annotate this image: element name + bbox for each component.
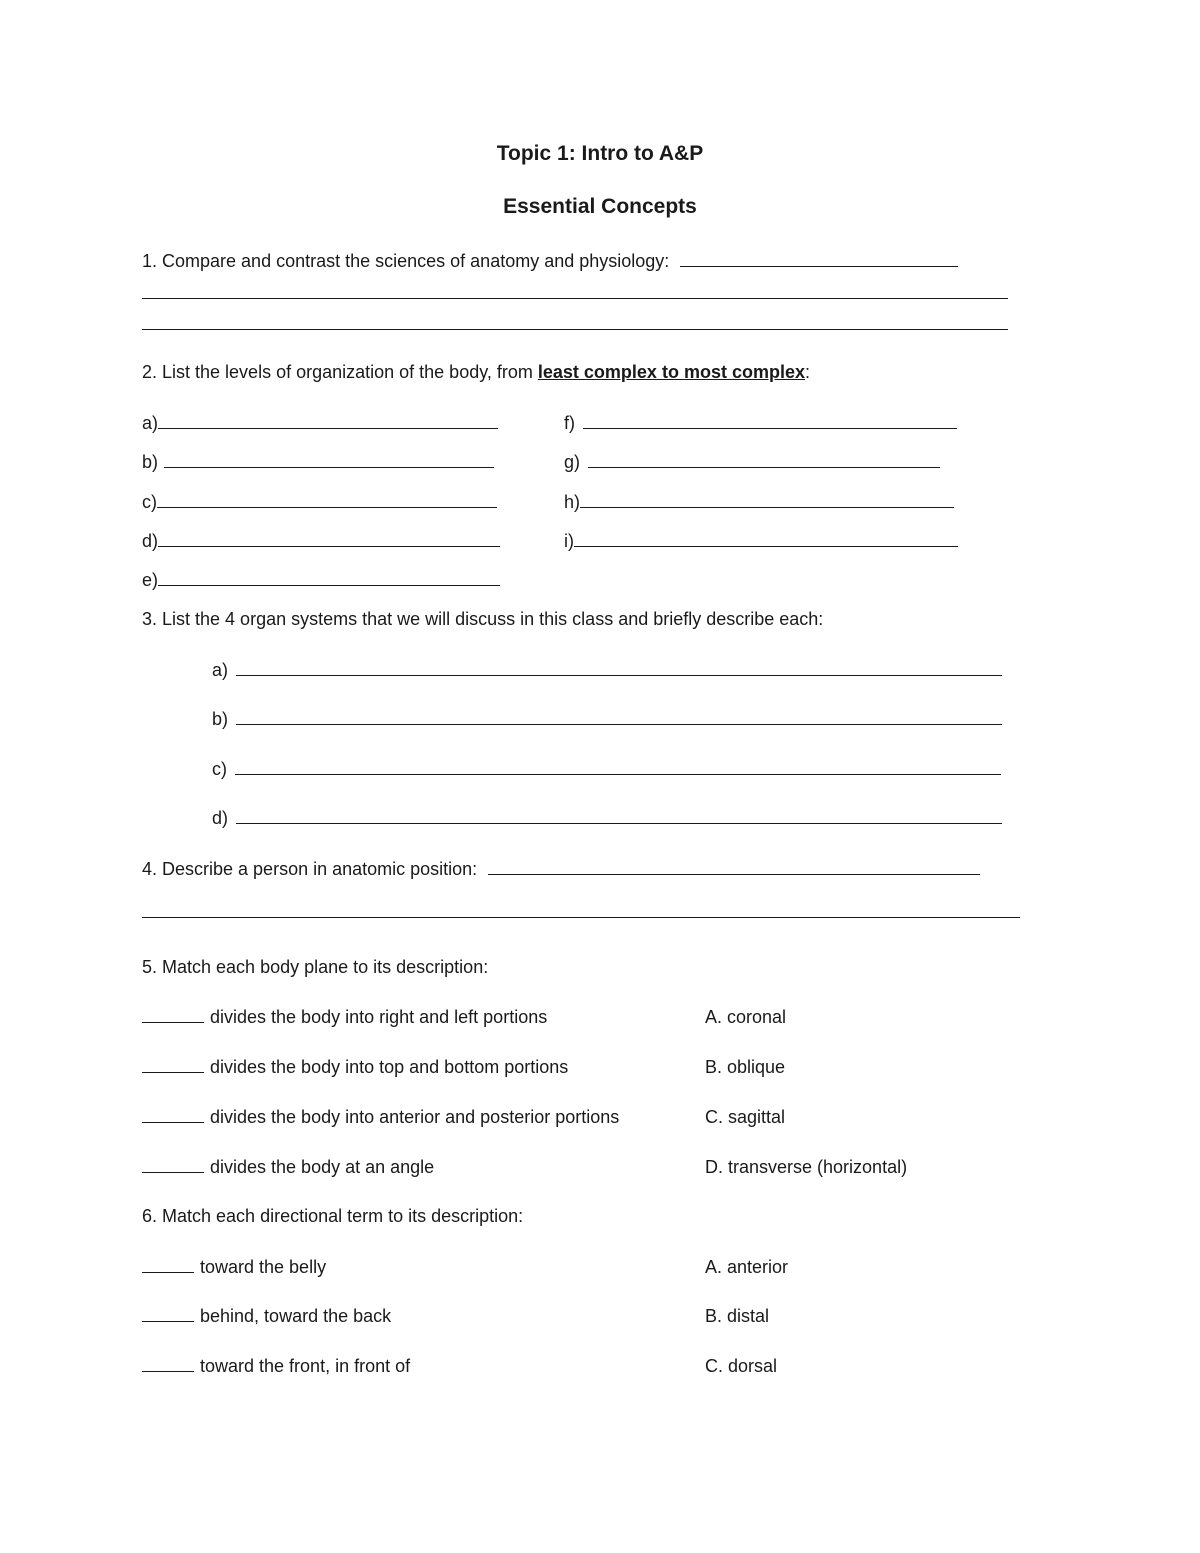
- most-complex-emphasis: most complex: [683, 362, 805, 382]
- match-option: A. anterior: [705, 1257, 789, 1277]
- answer-line[interactable]: [158, 529, 500, 547]
- least-complex-emphasis: least complex: [537, 362, 657, 382]
- answer-line[interactable]: [588, 450, 940, 468]
- answer-line[interactable]: [142, 917, 1020, 918]
- level-item: c): [142, 490, 497, 514]
- level-item: i): [564, 529, 958, 553]
- level-item: e): [142, 568, 500, 592]
- answer-line[interactable]: [157, 490, 497, 508]
- match-row: divides the body into right and left portions: [142, 1005, 547, 1029]
- answer-line[interactable]: [236, 707, 1002, 725]
- answer-line[interactable]: [680, 249, 958, 267]
- question-5-label: 5. Match each body plane to its description:: [142, 957, 489, 977]
- match-blank[interactable]: [142, 1255, 194, 1273]
- match-blank[interactable]: [142, 1155, 204, 1173]
- answer-line[interactable]: [235, 757, 1001, 775]
- match-option: C. dorsal: [705, 1356, 778, 1376]
- question-3-label: 3. List the 4 organ systems that we will discuss in this class and briefly describe each:: [142, 609, 824, 629]
- answer-line[interactable]: [236, 806, 1002, 824]
- match-row: divides the body into top and bottom portions: [142, 1055, 568, 1079]
- match-option: C. sagittal: [705, 1107, 786, 1127]
- answer-line[interactable]: [142, 329, 1008, 330]
- organ-system-item: b): [212, 707, 1002, 731]
- question-4: [142, 857, 980, 881]
- answer-line[interactable]: [583, 411, 957, 429]
- match-option: D. transverse (horizontal): [705, 1157, 908, 1177]
- organ-system-item: c): [212, 757, 1001, 781]
- answer-line[interactable]: [574, 529, 958, 547]
- match-row: divides the body into anterior and posterior portions: [142, 1105, 619, 1129]
- match-row: toward the belly: [142, 1255, 326, 1279]
- match-row: behind, toward the back: [142, 1304, 391, 1328]
- question-1: [142, 249, 958, 273]
- match-blank[interactable]: [142, 1354, 194, 1372]
- level-item: f): [564, 411, 957, 435]
- organ-system-item: d): [212, 806, 1002, 830]
- level-item: b): [142, 450, 494, 474]
- match-blank[interactable]: [142, 1304, 194, 1322]
- organ-system-item: a): [212, 658, 1002, 682]
- match-blank[interactable]: [142, 1055, 204, 1073]
- match-row: divides the body at an angle: [142, 1155, 434, 1179]
- answer-line[interactable]: [580, 490, 954, 508]
- answer-line[interactable]: [142, 298, 1008, 299]
- page-title: Topic 1: Intro to A&P: [496, 142, 704, 165]
- level-item: h): [564, 490, 954, 514]
- answer-line[interactable]: [158, 411, 498, 429]
- match-option: B. oblique: [705, 1057, 786, 1077]
- level-item: d): [142, 529, 500, 553]
- level-item: g): [564, 450, 940, 474]
- answer-line[interactable]: [158, 568, 500, 586]
- match-blank[interactable]: [142, 1105, 204, 1123]
- question-6-label: 6. Match each directional term to its description:: [142, 1206, 524, 1226]
- question-4-label: 4. Describe a person in anatomic position:: [142, 859, 478, 879]
- match-option: B. distal: [705, 1306, 770, 1326]
- question-2-label: 2. List the levels of organization of the body, from least complex to most complex:: [142, 362, 811, 382]
- match-row: toward the front, in front of: [142, 1354, 410, 1378]
- answer-line[interactable]: [164, 450, 494, 468]
- match-option: A. coronal: [705, 1007, 787, 1027]
- match-blank[interactable]: [142, 1005, 204, 1023]
- answer-line[interactable]: [488, 857, 980, 875]
- answer-line[interactable]: [236, 658, 1002, 676]
- level-item: a): [142, 411, 498, 435]
- page-subtitle: Essential Concepts: [503, 195, 697, 218]
- question-1-label: 1. Compare and contrast the sciences of anatomy and physiology:: [142, 251, 670, 271]
